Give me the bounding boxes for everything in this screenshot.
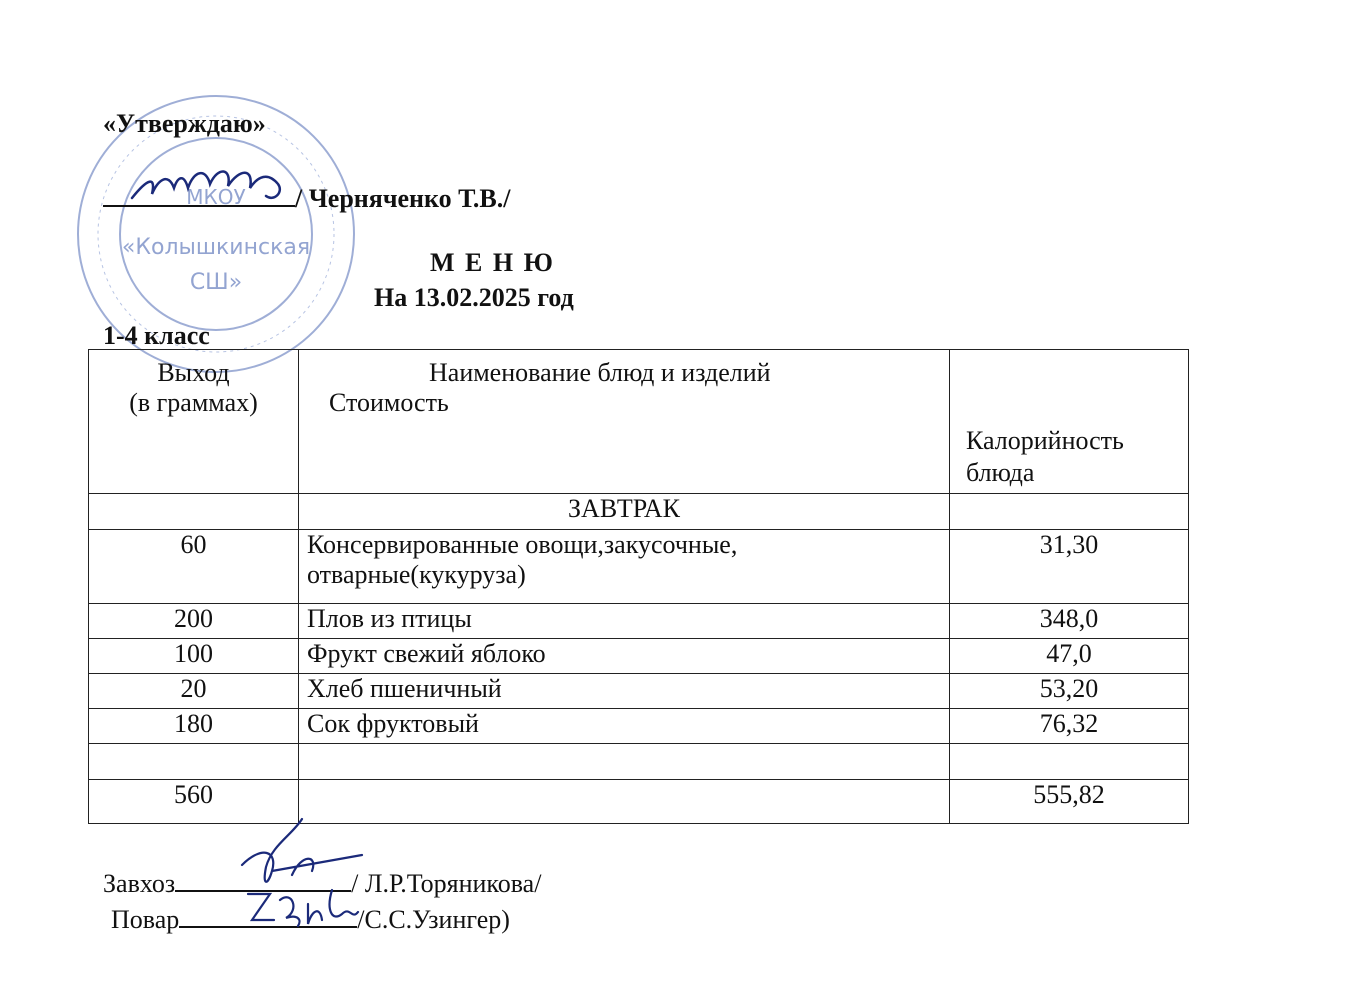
approve-label: «Утверждаю»	[103, 109, 266, 138]
row-name-line1: Консервированные овощи,закусочные,	[307, 530, 738, 559]
row-name-line2: отварные(кукуруза)	[307, 560, 526, 589]
row-weight: 180	[89, 709, 299, 744]
section-row	[89, 494, 1189, 530]
header-weight-line2: (в граммах)	[129, 388, 258, 417]
header-name-line1: Наименование блюд и изделий	[429, 358, 771, 387]
row-name: Фрукт свежий яблоко	[299, 639, 950, 674]
table-row	[89, 674, 1189, 709]
row-weight: 20	[89, 674, 299, 709]
row-weight: 100	[89, 639, 299, 674]
total-calories: 555,82	[950, 780, 1189, 824]
row-weight: 200	[89, 604, 299, 639]
row-calories: 348,0	[950, 604, 1189, 639]
director-name: / Черняченко Т.В./	[295, 184, 511, 213]
section-title: ЗАВТРАК	[299, 494, 950, 530]
table-row	[89, 709, 1189, 744]
table-row	[89, 639, 1189, 674]
header-name	[299, 350, 950, 494]
row-calories: 31,30	[950, 530, 1189, 604]
zavhoz-name: / Л.Р.Торяникова/	[351, 869, 542, 898]
zavhoz-label: Завхоз	[103, 869, 176, 898]
header-weight-line1: Выход	[157, 358, 230, 387]
row-calories: 47,0	[950, 639, 1189, 674]
stamp-line-1: МКОУ	[186, 185, 246, 209]
menu-title: М Е Н Ю	[430, 248, 555, 277]
row-name: Сок фруктовый	[299, 709, 950, 744]
class-label: 1-4 класс	[103, 321, 210, 350]
row-calories: 76,32	[950, 709, 1189, 744]
header-calories-line1: Калорийность	[966, 426, 1124, 455]
table-row	[89, 604, 1189, 639]
table-row	[89, 530, 1189, 604]
menu-date: На 13.02.2025 год	[374, 283, 574, 312]
povar-name: /С.С.Узингер)	[357, 905, 510, 934]
header-cost: Стоимость	[329, 388, 449, 417]
header-calories-line2: блюда	[966, 458, 1035, 487]
empty-row	[89, 744, 1189, 780]
row-name: Плов из птицы	[299, 604, 950, 639]
stamp-line-2: «Колышкинская	[121, 235, 311, 260]
row-name	[299, 530, 950, 604]
povar-signature	[242, 880, 362, 932]
stamp-line-3: СШ»	[189, 270, 243, 295]
row-name: Хлеб пшеничный	[299, 674, 950, 709]
row-calories: 53,20	[950, 674, 1189, 709]
header-weight	[89, 350, 299, 494]
director-signature	[128, 158, 298, 216]
row-weight: 60	[89, 530, 299, 604]
povar-label: Повар	[111, 905, 180, 934]
table-header-row	[89, 350, 1189, 494]
menu-table	[88, 349, 1189, 824]
header-calories	[950, 350, 1189, 494]
total-weight: 560	[89, 780, 299, 824]
